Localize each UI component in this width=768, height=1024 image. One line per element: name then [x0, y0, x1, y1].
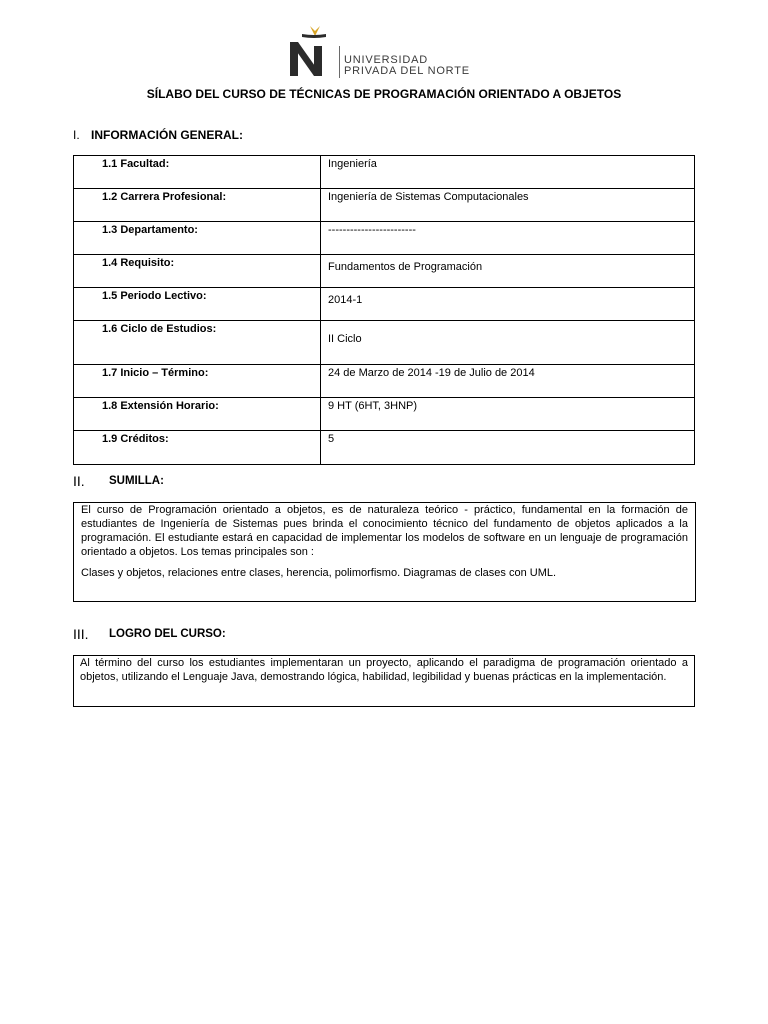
table-row [74, 189, 695, 222]
row-label: 1.1 Facultad: [74, 156, 321, 189]
row-value: 2014-1 [328, 294, 363, 306]
logro-box [73, 655, 695, 707]
table-row [74, 321, 695, 365]
row-value: Ingeniería de Sistemas Computacionales [321, 189, 695, 222]
table-row [74, 365, 695, 398]
logo-line-2: PRIVADA DEL NORTE [344, 65, 470, 77]
row-label: 1.9 Créditos: [74, 431, 321, 465]
logo-wordmark [344, 55, 470, 77]
section-1-title: INFORMACIÓN GENERAL: [91, 128, 243, 142]
table-row [74, 156, 695, 189]
row-label: 1.6 Ciclo de Estudios: [74, 321, 321, 365]
row-label: 1.7 Inicio – Término: [74, 365, 321, 398]
logro-paragraph: Al término del curso los estudiantes implementaran un proyecto, aplicando el paradigma de programación orientado a objetos, utilizando el Lenguaje Java, demostrando lógica, habilidad, legibilidad y buenas prácticas en la implementación. [80, 657, 688, 683]
table-row [74, 288, 695, 321]
logo-separator [339, 46, 340, 78]
row-label: 1.3 Departamento: [74, 222, 321, 255]
university-logo [286, 22, 486, 82]
row-value-cell [321, 255, 695, 288]
row-value: ------------------------ [321, 222, 695, 255]
row-label: 1.8 Extensión Horario: [74, 398, 321, 431]
general-info-table [73, 155, 695, 465]
logo-line-1: UNIVERSIDAD [344, 54, 428, 66]
sumilla-paragraph-2: Clases y objetos, relaciones entre clases, herencia, polimorfismo. Diagramas de clases con UML. [81, 567, 557, 579]
row-value: 9 HT (6HT, 3HNP) [321, 398, 695, 431]
table-row [74, 255, 695, 288]
table-row [74, 431, 695, 465]
row-value: II Ciclo [328, 333, 362, 345]
table-row [74, 398, 695, 431]
row-value: 24 de Marzo de 2014 -19 de Julio de 2014 [321, 365, 695, 398]
section-3-number: III. [73, 626, 89, 642]
section-3-title: LOGRO DEL CURSO: [109, 628, 226, 640]
document-title: SÍLABO DEL CURSO DE TÉCNICAS DE PROGRAMACIÓN ORIENTADO A OBJETOS [146, 87, 622, 101]
row-value: Fundamentos de Programación [328, 261, 483, 273]
row-value: 5 [321, 431, 695, 465]
section-2-number: II. [73, 473, 85, 489]
row-label: 1.2 Carrera Profesional: [74, 189, 321, 222]
row-value-cell [321, 321, 695, 365]
row-value-cell [321, 288, 695, 321]
upn-logo-mark-icon [286, 22, 334, 80]
section-2-title: SUMILLA: [109, 475, 164, 487]
sumilla-box [73, 502, 696, 602]
row-value: Ingeniería [321, 156, 695, 189]
row-label: 1.5 Periodo Lectivo: [74, 288, 321, 321]
table-row [74, 222, 695, 255]
sumilla-paragraph-1: El curso de Programación orientado a objetos, es de naturaleza teórico - práctico, fundamental en la formación de estudiantes de Ingeniería de Sistemas pues brinda el conocimiento técnico del fundamento de objetos aplicados a la programación. El estudiante estará en capacidad de implementar los modelos de software en un lenguaje de programación orientado a objetos. Los temas principales son : [81, 504, 688, 558]
section-1-number: I. [73, 128, 80, 142]
row-label: 1.4 Requisito: [74, 255, 321, 288]
